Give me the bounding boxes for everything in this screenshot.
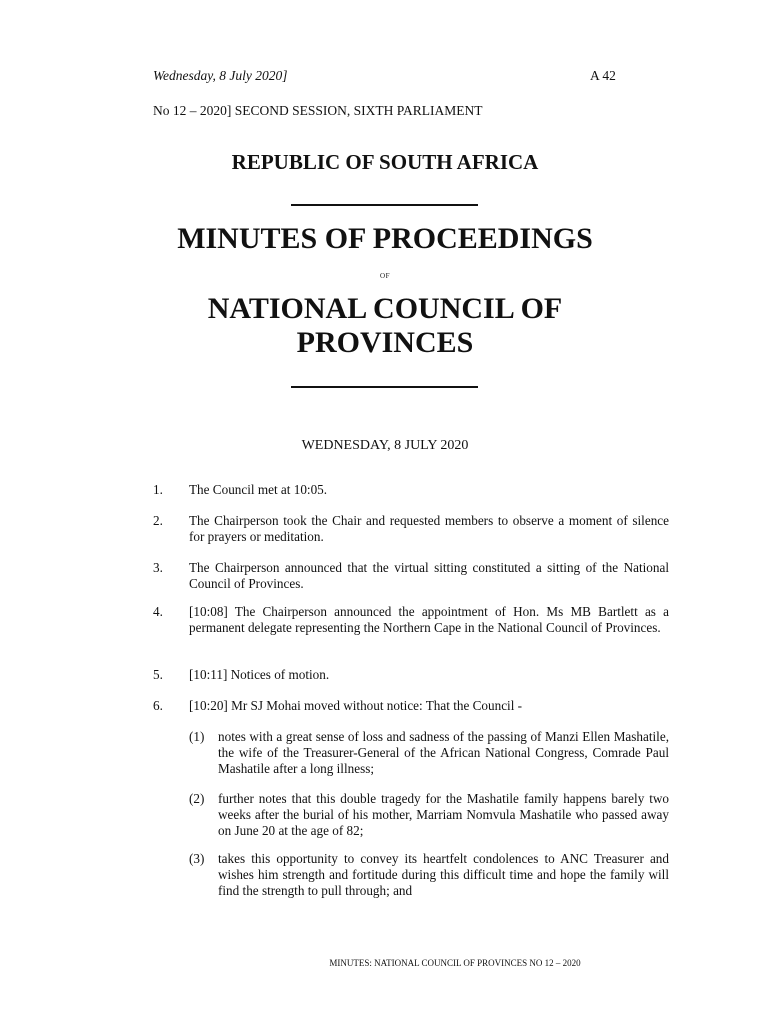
item-text: The Chairperson took the Chair and requested members to observe a moment of silence for prayers or meditation. — [189, 513, 669, 544]
council-heading-line1: NATIONAL COUNCIL OF — [207, 292, 563, 325]
motion-subitem — [189, 729, 669, 777]
item-number: 2. — [153, 513, 163, 528]
subitem-text: further notes that this double tragedy for the Mashatile family happens barely two weeks after the burial of his mother, Marriam Nomvula Mashatile who passed away on June 20 at the age of 82; — [218, 791, 669, 838]
divider-bottom — [291, 386, 478, 388]
page-reference: A 42 — [590, 68, 616, 83]
item-number: 6. — [153, 698, 163, 713]
council-heading-line2: PROVINCES — [296, 326, 474, 359]
motion-subitem — [189, 851, 669, 899]
subitem-number: (1) — [189, 729, 205, 744]
item-text: [10:11] Notices of motion. — [189, 667, 330, 682]
item-text: The Chairperson announced that the virtual sitting constituted a sitting of the National Council of Provinces. — [189, 560, 669, 591]
subitem-text: notes with a great sense of loss and sadness of the passing of Manzi Ellen Mashatile, the wife of the Treasurer-General of the African National Congress, Comrade Paul Mashatile after a long illness; — [218, 729, 669, 776]
minute-item — [153, 604, 669, 636]
republic-heading: REPUBLIC OF SOUTH AFRICA — [231, 150, 539, 174]
sitting-date: WEDNESDAY, 8 JULY 2020 — [301, 438, 469, 453]
minute-item — [153, 698, 669, 714]
item-text: [10:20] Mr SJ Mohai moved without notice: That the Council - — [189, 698, 523, 713]
item-number: 3. — [153, 560, 163, 575]
subitem-number: (2) — [189, 791, 205, 806]
item-number: 4. — [153, 604, 163, 619]
minute-item — [153, 482, 669, 498]
minutes-heading: MINUTES OF PROCEEDINGS — [177, 222, 593, 255]
minute-item — [153, 560, 669, 592]
subitem-number: (3) — [189, 851, 205, 866]
item-text: [10:08] The Chairperson announced the appointment of Hon. Ms MB Bartlett as a permanent delegate representing the Northern Cape in the National Council of Provinces. — [189, 604, 669, 635]
council-heading — [0, 292, 770, 360]
motion-subitem — [189, 791, 669, 839]
session-line: No 12 – 2020] SECOND SESSION, SIXTH PARLIAMENT — [153, 103, 483, 118]
item-number: 1. — [153, 482, 163, 497]
page-footer: MINUTES: NATIONAL COUNCIL OF PROVINCES NO 12 – 2020 — [329, 958, 581, 968]
divider-top — [291, 204, 478, 206]
header-date: Wednesday, 8 July 2020] — [153, 68, 288, 83]
subitem-text: takes this opportunity to convey its heartfelt condolences to ANC Treasurer and wishes him strength and fortitude during this difficult time and hope the family will find the strength to pull through; and — [218, 851, 669, 898]
item-text: The Council met at 10:05. — [189, 482, 328, 497]
of-label: OF — [380, 272, 390, 280]
item-number: 5. — [153, 667, 163, 682]
minute-item — [153, 667, 669, 683]
minute-item — [153, 513, 669, 545]
